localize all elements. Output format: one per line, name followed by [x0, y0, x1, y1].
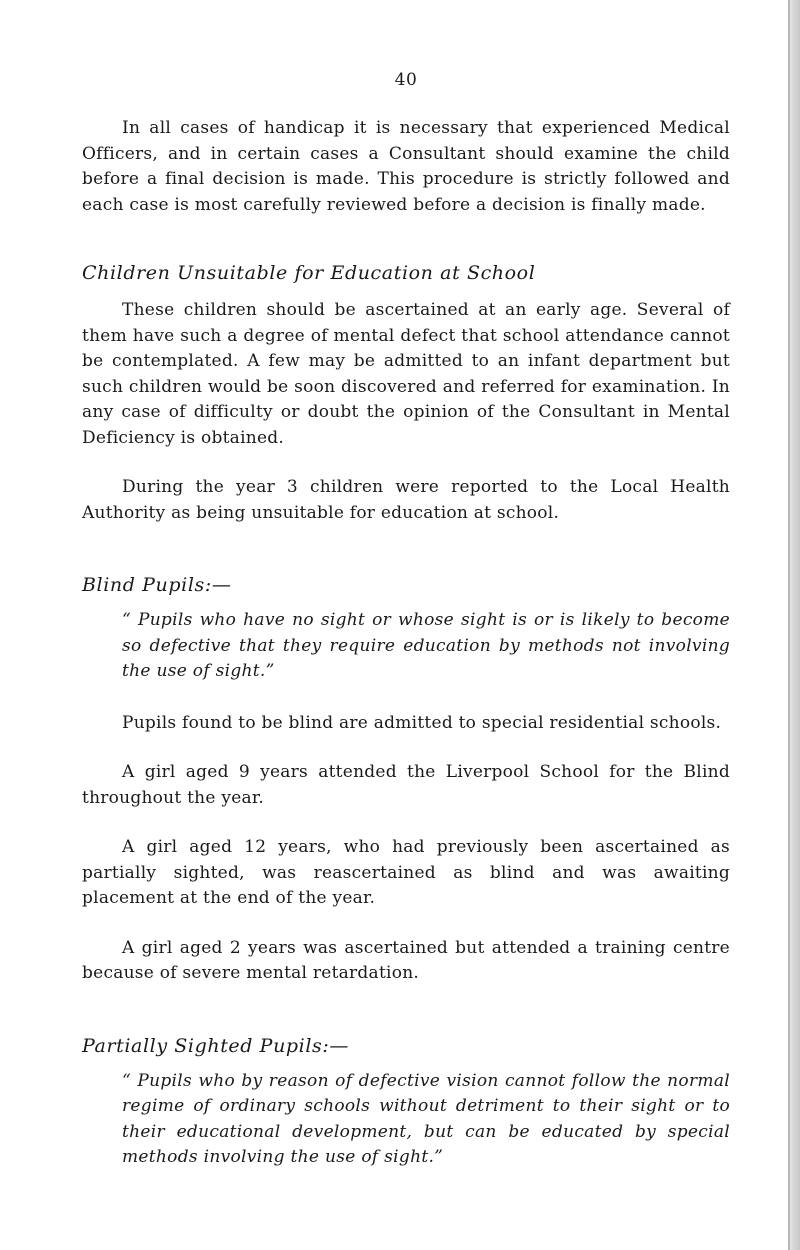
intro-paragraph: In all cases of handicap it is necessary that experienced Medical Officers, and in certain cases a Consultant should examine the child before a final decision is made. This procedure is strictly followed and each case is most carefully reviewed before a decision is finally made. [82, 118, 730, 215]
blind-paragraph-1: Pupils found to be blind are admitted to special residential schools. [122, 712, 722, 733]
unsuitable-paragraph-1: These children should be ascertained at an early age. Several of them have such a degree of mental defect that school attendance cannot be contemplated. A few may be admitted to an infant department but such children would be soon discovered and referred for examination. In any case of difficulty or doubt the opinion of the Consultant in Mental Deficiency is obtained. [82, 300, 730, 448]
section-heading-blind: Blind Pupils:— [82, 574, 232, 596]
blind-paragraph-2: A girl aged 9 years attended the Liverpool School for the Blind throughout the year. [82, 762, 730, 808]
unsuitable-paragraph-2: During the year 3 children were reported to the Local Health Authority as being unsuitable for education at school. [82, 477, 730, 523]
section-heading-partially-sighted: Partially Sighted Pupils:— [82, 1034, 349, 1057]
section-heading-unsuitable: Children Unsuitable for Education at School [82, 262, 536, 284]
blind-paragraph-3: A girl aged 12 years, who had previously been ascertained as partially sighted, was reascertained as blind and was awaiting placement at the end of the year. [82, 837, 730, 908]
blind-definition-quote: “ Pupils who have no sight or whose sight is or is likely to become so defective that they require education by methods not involving the use of sight.” [122, 610, 730, 681]
blind-paragraph-4: A girl aged 2 years was ascertained but attended a training centre because of severe mental retardation. [82, 937, 730, 983]
partially-sighted-definition-quote: “ Pupils who by reason of defective vision cannot follow the normal regime of ordinary schools without detriment to their sight or to their educational development, but can be educated by special methods involving the use of sight.” [122, 1070, 730, 1167]
document-page [82, 70, 730, 1197]
scan-edge-line [788, 0, 790, 1250]
page-number: 40 [394, 70, 418, 90]
